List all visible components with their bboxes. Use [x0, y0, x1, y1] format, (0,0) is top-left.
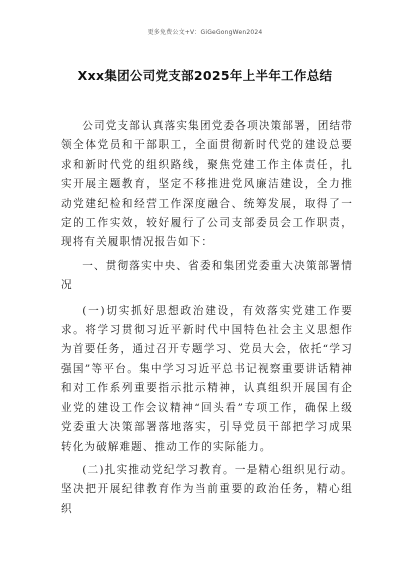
document-title: Xxx集团公司党支部2025年上半年工作总结	[77, 68, 333, 83]
section-heading-1: 一、贯彻落实中央、省委和集团党委重大决策部署情况	[61, 259, 353, 292]
watermark-text: 更多免费公文+V：GiGeGongWen2024	[147, 29, 263, 36]
subsection-paragraph-1: (一)切实抓好思想政治建设，有效落实党建工作要求。将学习贯彻习近平新时代中国特色社会主义思想作为首要任务，通过召开专题学习、党员大会，依托“学习强国”等平台。集中学习习近平总书记视察重要讲话精神和对工作系列重要指示批示精神，认真组织开展国有企业党的建设工作会议精神“回头看”专项工作，确保上级党委重大决策部署落地落实，引导党员干部把学习成果转化为破解难题、推动工作的实际能力。	[61, 304, 353, 453]
intro-paragraph: 公司党支部认真落实集团党委各项决策部署，团结带领全体党员和干部职工，全面贯彻新时代党的建设总要求和新时代党的组织路线，聚焦党建工作主体责任，扎实开展主题教育，坚定不移推进党风廉洁建设，全力推动党建纪检和经营工作深度融合、统筹发展，取得了一定的工作实效，较好履行了公司支部委员会工作职责，现将有关履职情况报告如下：	[61, 120, 353, 249]
document-body	[61, 117, 353, 523]
subsection-paragraph-2: (二)扎实推动党纪学习教育。一是精心组织见行动。坚决把开展纪律教育作为当前重要的政治任务，精心组织	[61, 463, 353, 515]
